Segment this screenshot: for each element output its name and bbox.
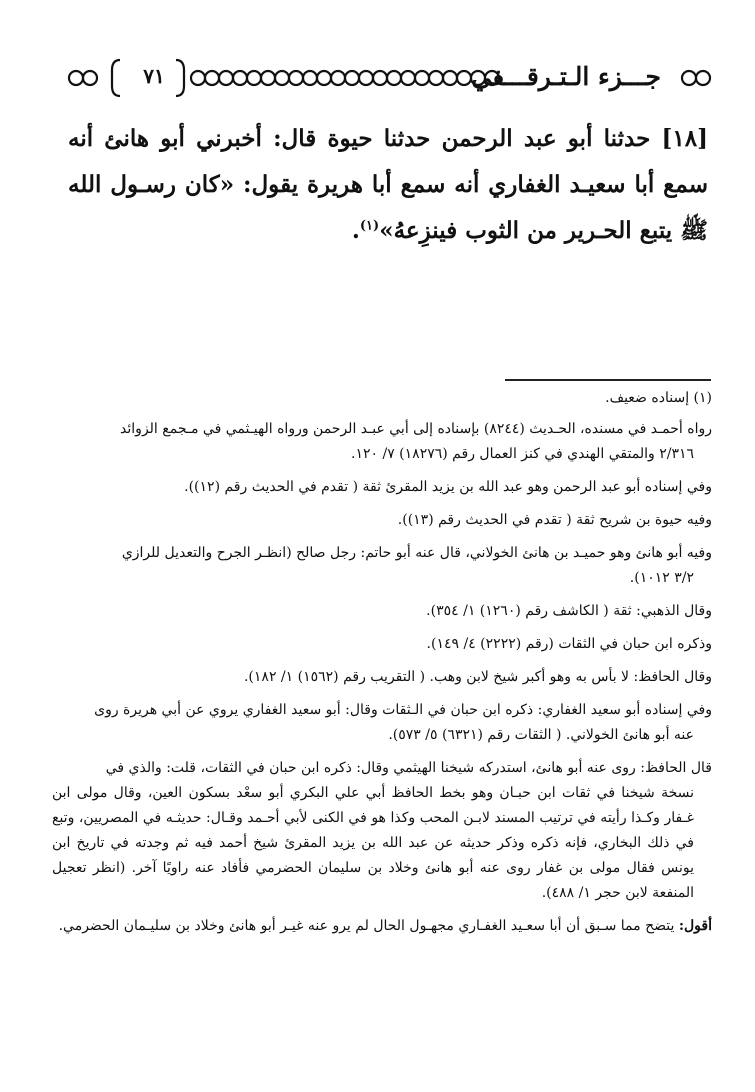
footnote-paragraph bbox=[52, 665, 712, 690]
footnote-line: وقال الذهبي: ثقة ( الكاشف رقم (١٢٦٠) ١/ ٣٥٤). bbox=[426, 603, 712, 619]
footnote-line: وفيه أبو هانئ وهو حميـد بن هانئ الخولاني، قال عنه أبو حاتم: رجل صالح (انظـر الجرح والتعديل للرازي bbox=[121, 545, 712, 561]
footnote-line: رواه أحمـد في مسنده، الحـديث (٨٢٤٤) بإسناده إلى أبي عبـد الرحمن ورواه الهيـثمي في مـجمع الزوائد bbox=[120, 421, 712, 437]
footnote-reference[interactable]: (١) bbox=[359, 218, 380, 234]
footnote-paragraph bbox=[52, 914, 712, 939]
footnote-line: وفي إسناده أبو عبد الرحمن وهو عبد الله بن يزيد المقرئ ثقة ( تقدم في الحديث رقم (١٢)). bbox=[184, 479, 712, 495]
footnote-divider bbox=[505, 379, 711, 381]
footnote-paragraph bbox=[52, 632, 712, 657]
page-number: ٧١ bbox=[143, 64, 165, 88]
footnote-continuation: نسخة شيخنا في ثقات ابن حبـان وهو بخط الحافظ أبي علي البكري أبو سعْد بسكون العين، وقال مولى ابن غـفار وكـذا رأيته في ترتيب المسند لابـن المحب وكذا هو في الكنى لأبي أحـمد وقـال: حديثـه في المصريين، وتبع في ذلك البخاري، فإنه ذكره وذكر حديثه عن عبد الله بن يزيد المقرئ شيخ أحمد فيه ثم وجدته في تاريخ ابن يونس فقال مولى بن غفار روى عنه أبو هانئ وخلاد بن سليمان الحضرمي فأفاد عنه راويًا آخر. (انظر تعجيل المنفعة لابن حجر ١/ ٤٨٨). bbox=[52, 785, 694, 901]
running-title: جـــزء الـتـرقـــفي bbox=[471, 62, 661, 91]
hadith-text bbox=[68, 116, 708, 254]
footnote-line: يتضح مما سـبق أن أبا سعـيد الغفـاري مجهـول الحال لم يرو عنه غيـر أبو هانئ وخلاد بن سليـمان bbox=[123, 918, 675, 934]
footnote-line: وفيه حيوة بن شريح ثقة ( تقدم في الحديث رقم (١٣)). bbox=[397, 512, 712, 528]
footnote-paragraph bbox=[52, 599, 712, 624]
footnotes bbox=[52, 386, 712, 947]
footnote-paragraph bbox=[52, 475, 712, 500]
footnote-line: وفي إسناده أبو سعيد الغفاري: ذكره ابن حبان في الـثقات وقال: أبو سعيد الغفاري يروي عن أبي هريرة روى bbox=[94, 702, 712, 718]
footnote-line: وقال الحافظ: لا بأس به وهو أكبر شيخ لابن وهب. ( التقريب رقم (١٥٦٢) ١/ ١٨٢). bbox=[243, 669, 712, 685]
hadith-body: حدثنا أبو عبد الرحمن حدثنا حيوة قال: أخبرني أبو هانئ أنه سمع أبا سعيـد الغفاري أنه سمع أبا هريرة يقول: «كان رسـول الله ﷺ يتبع الحـرير من الثوب فينزِعهُ» bbox=[68, 125, 708, 244]
footnote-paragraph bbox=[52, 541, 712, 591]
sentence-end: . bbox=[351, 217, 360, 244]
footnote-paragraph bbox=[52, 417, 712, 467]
footnote-lead: أقول: bbox=[678, 918, 712, 934]
footnote-paragraph bbox=[52, 756, 712, 906]
footnote-line: قال الحافظ: روى عنه أبو هانئ، استدركه شيخنا الهيثمي وقال: ذكره ابن حبان في الثقات، قلت: والذي في bbox=[105, 760, 712, 776]
page-header bbox=[58, 52, 713, 102]
footnote-paragraph bbox=[52, 508, 712, 533]
hadith-number: [١٨] bbox=[661, 125, 709, 152]
footnote-intro: (١) إسناده ضعيف. bbox=[605, 390, 712, 406]
footnote-continuation: الحضرمي. bbox=[58, 918, 120, 934]
footnote-line: وذكره ابن حبان في الثقات (رقم (٢٢٢٢) ٤/ ١٤٩). bbox=[426, 636, 712, 652]
footnote-continuation: ٣/٢ ١٠١٢). bbox=[629, 570, 694, 586]
footnote-continuation: عنه أبو هانئ الخولاني. ( الثقات رقم (٦٣٢١) ٥/ ٥٧٣). bbox=[388, 727, 694, 743]
footnote-continuation: ٢/٣١٦ والمتقي الهندي في كنز العمال رقم (١٨٢٧٦) ٧/ ١٢٠. bbox=[351, 446, 694, 462]
footnote-paragraph bbox=[52, 698, 712, 748]
